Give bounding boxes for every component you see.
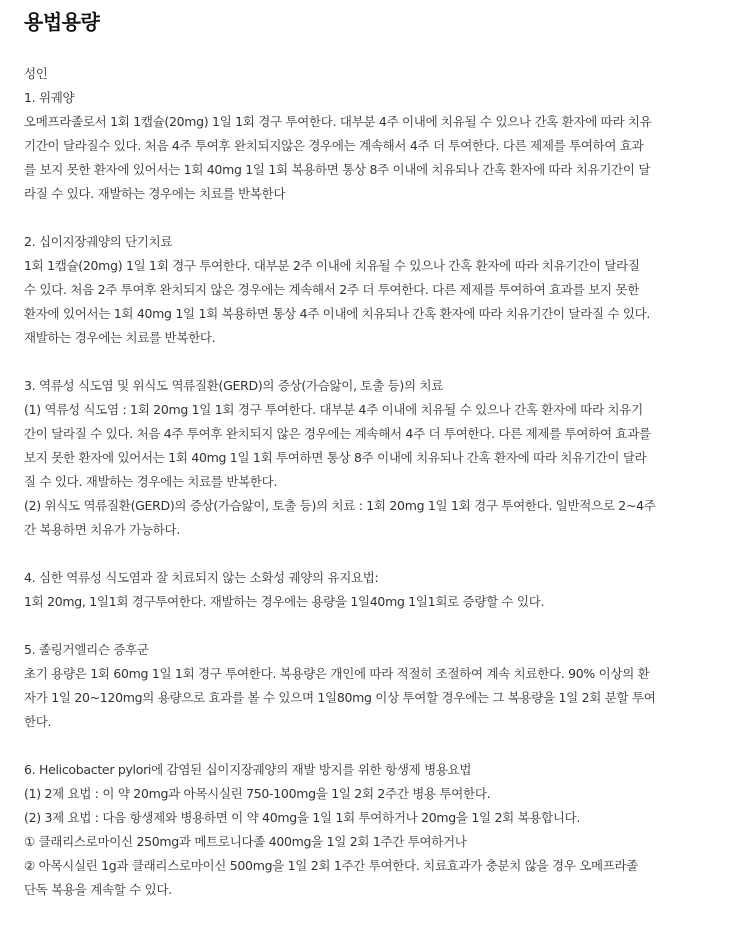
paragraph-spacer [24, 614, 722, 638]
text-line: 1회 1캡슐(20mg) 1일 1회 경구 투여한다. 대부분 2주 이내에 치유될 수 있으나 간혹 환자에 따라 치유기간이 달라질 [24, 258, 640, 273]
text-line: 5. 졸링거엘리슨 증후군 [24, 642, 149, 657]
text-line: (1) 2제 요법 : 이 약 20mg과 아목시실린 750-100mg을 1일 2회 2주간 병용 투여한다. [24, 786, 491, 801]
text-line: 질 수 있다. 재발하는 경우에는 치료를 반복한다. [24, 474, 278, 489]
text-line: 2. 십이지장궤양의 단기치료 [24, 234, 173, 249]
paragraph-spacer [24, 206, 722, 230]
text-line: 수 있다. 처음 2주 투여후 완치되지 않은 경우에는 계속해서 2주 더 투여한다. 다른 제제를 투여하여 효과를 보지 못한 [24, 282, 639, 297]
text-line: 단독 복용을 계속할 수 있다. [24, 882, 172, 897]
text-line: 기간이 달라질수 있다. 처음 4주 투여후 완치되지않은 경우에는 계속해서 4주 더 투여한다. 다른 제제를 투여하여 효과 [24, 138, 644, 153]
text-line: ① 클래리스로마이신 250mg과 메트로니다졸 400mg을 1일 2회 1주간 투여하거나 [24, 834, 467, 849]
text-line: 라질 수 있다. 재발하는 경우에는 치료를 반복한다 [24, 186, 286, 201]
text-line: 환자에 있어서는 1회 40mg 1일 1회 복용하면 통상 4주 이내에 치유되나 간혹 환자에 따라 치유기간이 달라질 수 있다. [24, 306, 651, 321]
text-line: 초기 용량은 1회 60mg 1일 1회 경구 투여한다. 복용량은 개인에 따라 적절히 조절하여 계속 치료한다. 90% 이상의 환 [24, 666, 650, 681]
text-line: 를 보지 못한 환자에 있어서는 1회 40mg 1일 1회 복용하면 통상 8주 이내에 치유되나 간혹 환자에 따라 치유기간이 달 [24, 162, 651, 177]
text-line: ② 아목시실린 1g과 클래리스로마이신 500mg을 1일 2회 1주간 투여한다. 치료효과가 충분치 않을 경우 오메프라졸 [24, 858, 639, 873]
text-line: 자가 1일 20~120mg의 용량으로 효과를 볼 수 있으며 1일80mg 이상 투여할 경우에는 그 복용량을 1일 2회 분할 투여 [24, 690, 656, 705]
text-line: (2) 3제 요법 : 다음 항생제와 병용하면 이 약 40mg을 1일 1회 투여하거나 20mg을 1일 2회 복용합니다. [24, 810, 581, 825]
text-line: 3. 역류성 식도염 및 위식도 역류질환(GERD)의 증상(가슴앓이, 토출 등)의 치료 [24, 378, 443, 393]
paragraph-spacer [24, 350, 722, 374]
paragraph-spacer [24, 734, 722, 758]
text-line: 보지 못한 환자에 있어서는 1회 40mg 1일 1회 투여하면 통상 8주 이내에 치유되나 간혹 환자에 따라 치유기간이 달라 [24, 450, 647, 465]
text-line: 6. Helicobacter pylori에 감염된 십이지장궤양의 재발 방지를 위한 항생제 병용요법 [24, 762, 472, 777]
text-line: (1) 역류성 식도염 : 1회 20mg 1일 1회 경구 투여한다. 대부분 4주 이내에 치유될 수 있으나 간혹 환자에 따라 치유기 [24, 402, 643, 417]
text-line: 1회 20mg, 1일1회 경구투여한다. 재발하는 경우에는 용량을 1일40mg 1일1회로 증량할 수 있다. [24, 594, 545, 609]
text-line: 오메프라졸로서 1회 1캡슐(20mg) 1일 1회 경구 투여한다. 대부분 4주 이내에 치유될 수 있으나 간혹 환자에 따라 치유 [24, 114, 652, 129]
text-line: (2) 위식도 역류질환(GERD)의 증상(가슴앓이, 토출 등)의 치료 : 1회 20mg 1일 1회 경구 투여한다. 일반적으로 2~4주 [24, 498, 656, 513]
text-line: 4. 심한 역류성 식도염과 잘 치료되지 않는 소화성 궤양의 유지요법: [24, 570, 379, 585]
text-line: 간 복용하면 치유가 가능하다. [24, 522, 180, 537]
dosage-content [24, 62, 722, 902]
text-line: 재발하는 경우에는 치료를 반복한다. [24, 330, 216, 345]
text-line: 한다. [24, 714, 52, 729]
page-title: 용법용량 [24, 10, 100, 34]
text-line: 1. 위궤양 [24, 90, 75, 105]
text-line: 간이 달라질 수 있다. 처음 4주 투여후 완치되지 않은 경우에는 계속해서 4주 더 투여한다. 다른 제제를 투여하여 효과를 [24, 426, 651, 441]
text-line: 성인 [24, 66, 48, 81]
paragraph-spacer [24, 542, 722, 566]
